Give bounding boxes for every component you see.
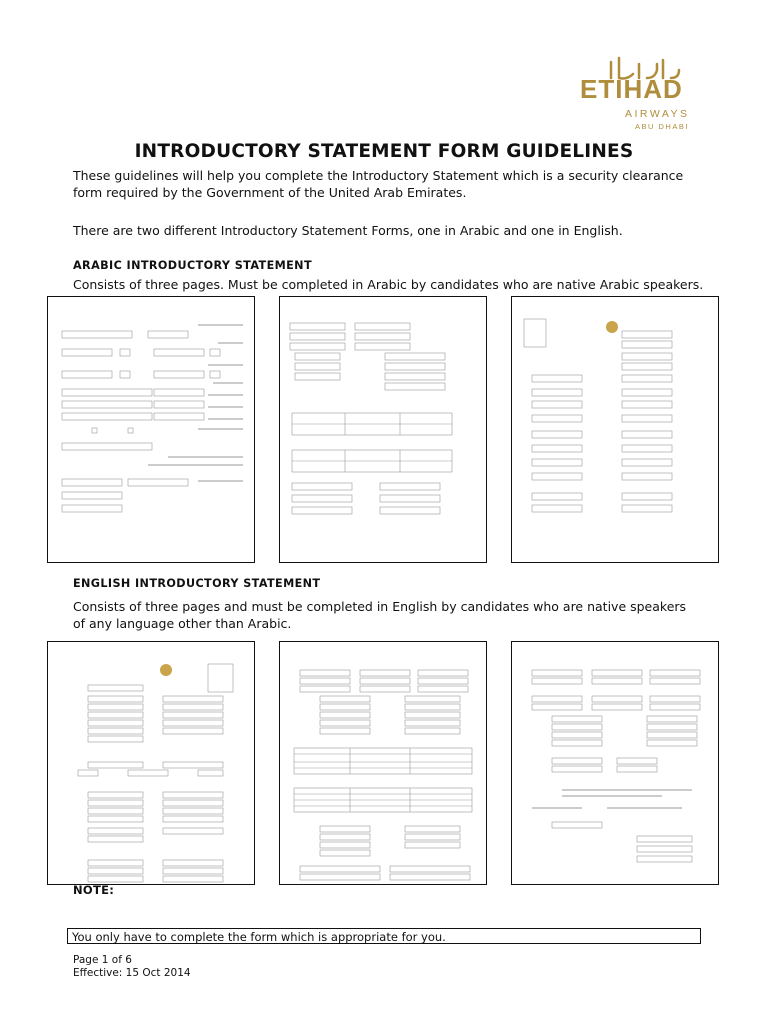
emblem-icon [160,664,172,676]
note-label: NOTE: [73,883,115,897]
arabic-section-heading: ARABIC INTRODUCTORY STATEMENT [73,259,312,272]
intro-paragraph-2: There are two different Introductory Statement Forms, one in Arabic and one in English. [73,223,623,238]
intro-paragraph-1: These guidelines will help you complete the Introductory Statement which is a security clearance form required by the Government of the United Arab Emirates. [73,168,684,200]
logo-wordmark: ETIHAD [580,74,683,104]
english-form-page-1-thumbnail [47,641,255,885]
english-section-description: Consists of three pages and must be completed in English by candidates who are native speakers of any language other than Arabic. [73,599,687,631]
english-form-page-3-thumbnail [511,641,719,885]
logo-subline-city: ABU DHABI [635,122,689,131]
form-sketch-icon [512,642,718,884]
english-section-heading: ENGLISH INTRODUCTORY STATEMENT [73,577,321,590]
note-box: You only have to complete the form which is appropriate for you. [67,928,701,944]
form-sketch-icon [512,297,718,562]
form-sketch-icon [48,297,254,562]
emblem-icon [606,321,618,333]
english-form-page-2-thumbnail [279,641,487,885]
footer-effective-date: Effective: 15 Oct 2014 [73,967,191,979]
page-title: INTRODUCTORY STATEMENT FORM GUIDELINES [134,141,634,162]
arabic-form-page-3-thumbnail [511,296,719,563]
arabic-form-page-2-thumbnail [279,296,487,563]
arabic-section-description: Consists of three pages. Must be completed in Arabic by candidates who are native Arabic speakers. [73,277,704,292]
etihad-logo [575,62,705,131]
arabic-form-page-1-thumbnail [47,296,255,563]
form-sketch-icon [280,642,486,884]
footer-page-number: Page 1 of 6 [73,954,132,966]
form-sketch-icon [280,297,486,562]
form-sketch-icon [48,642,254,884]
logo-subline-airways: AIRWAYS [625,108,690,120]
